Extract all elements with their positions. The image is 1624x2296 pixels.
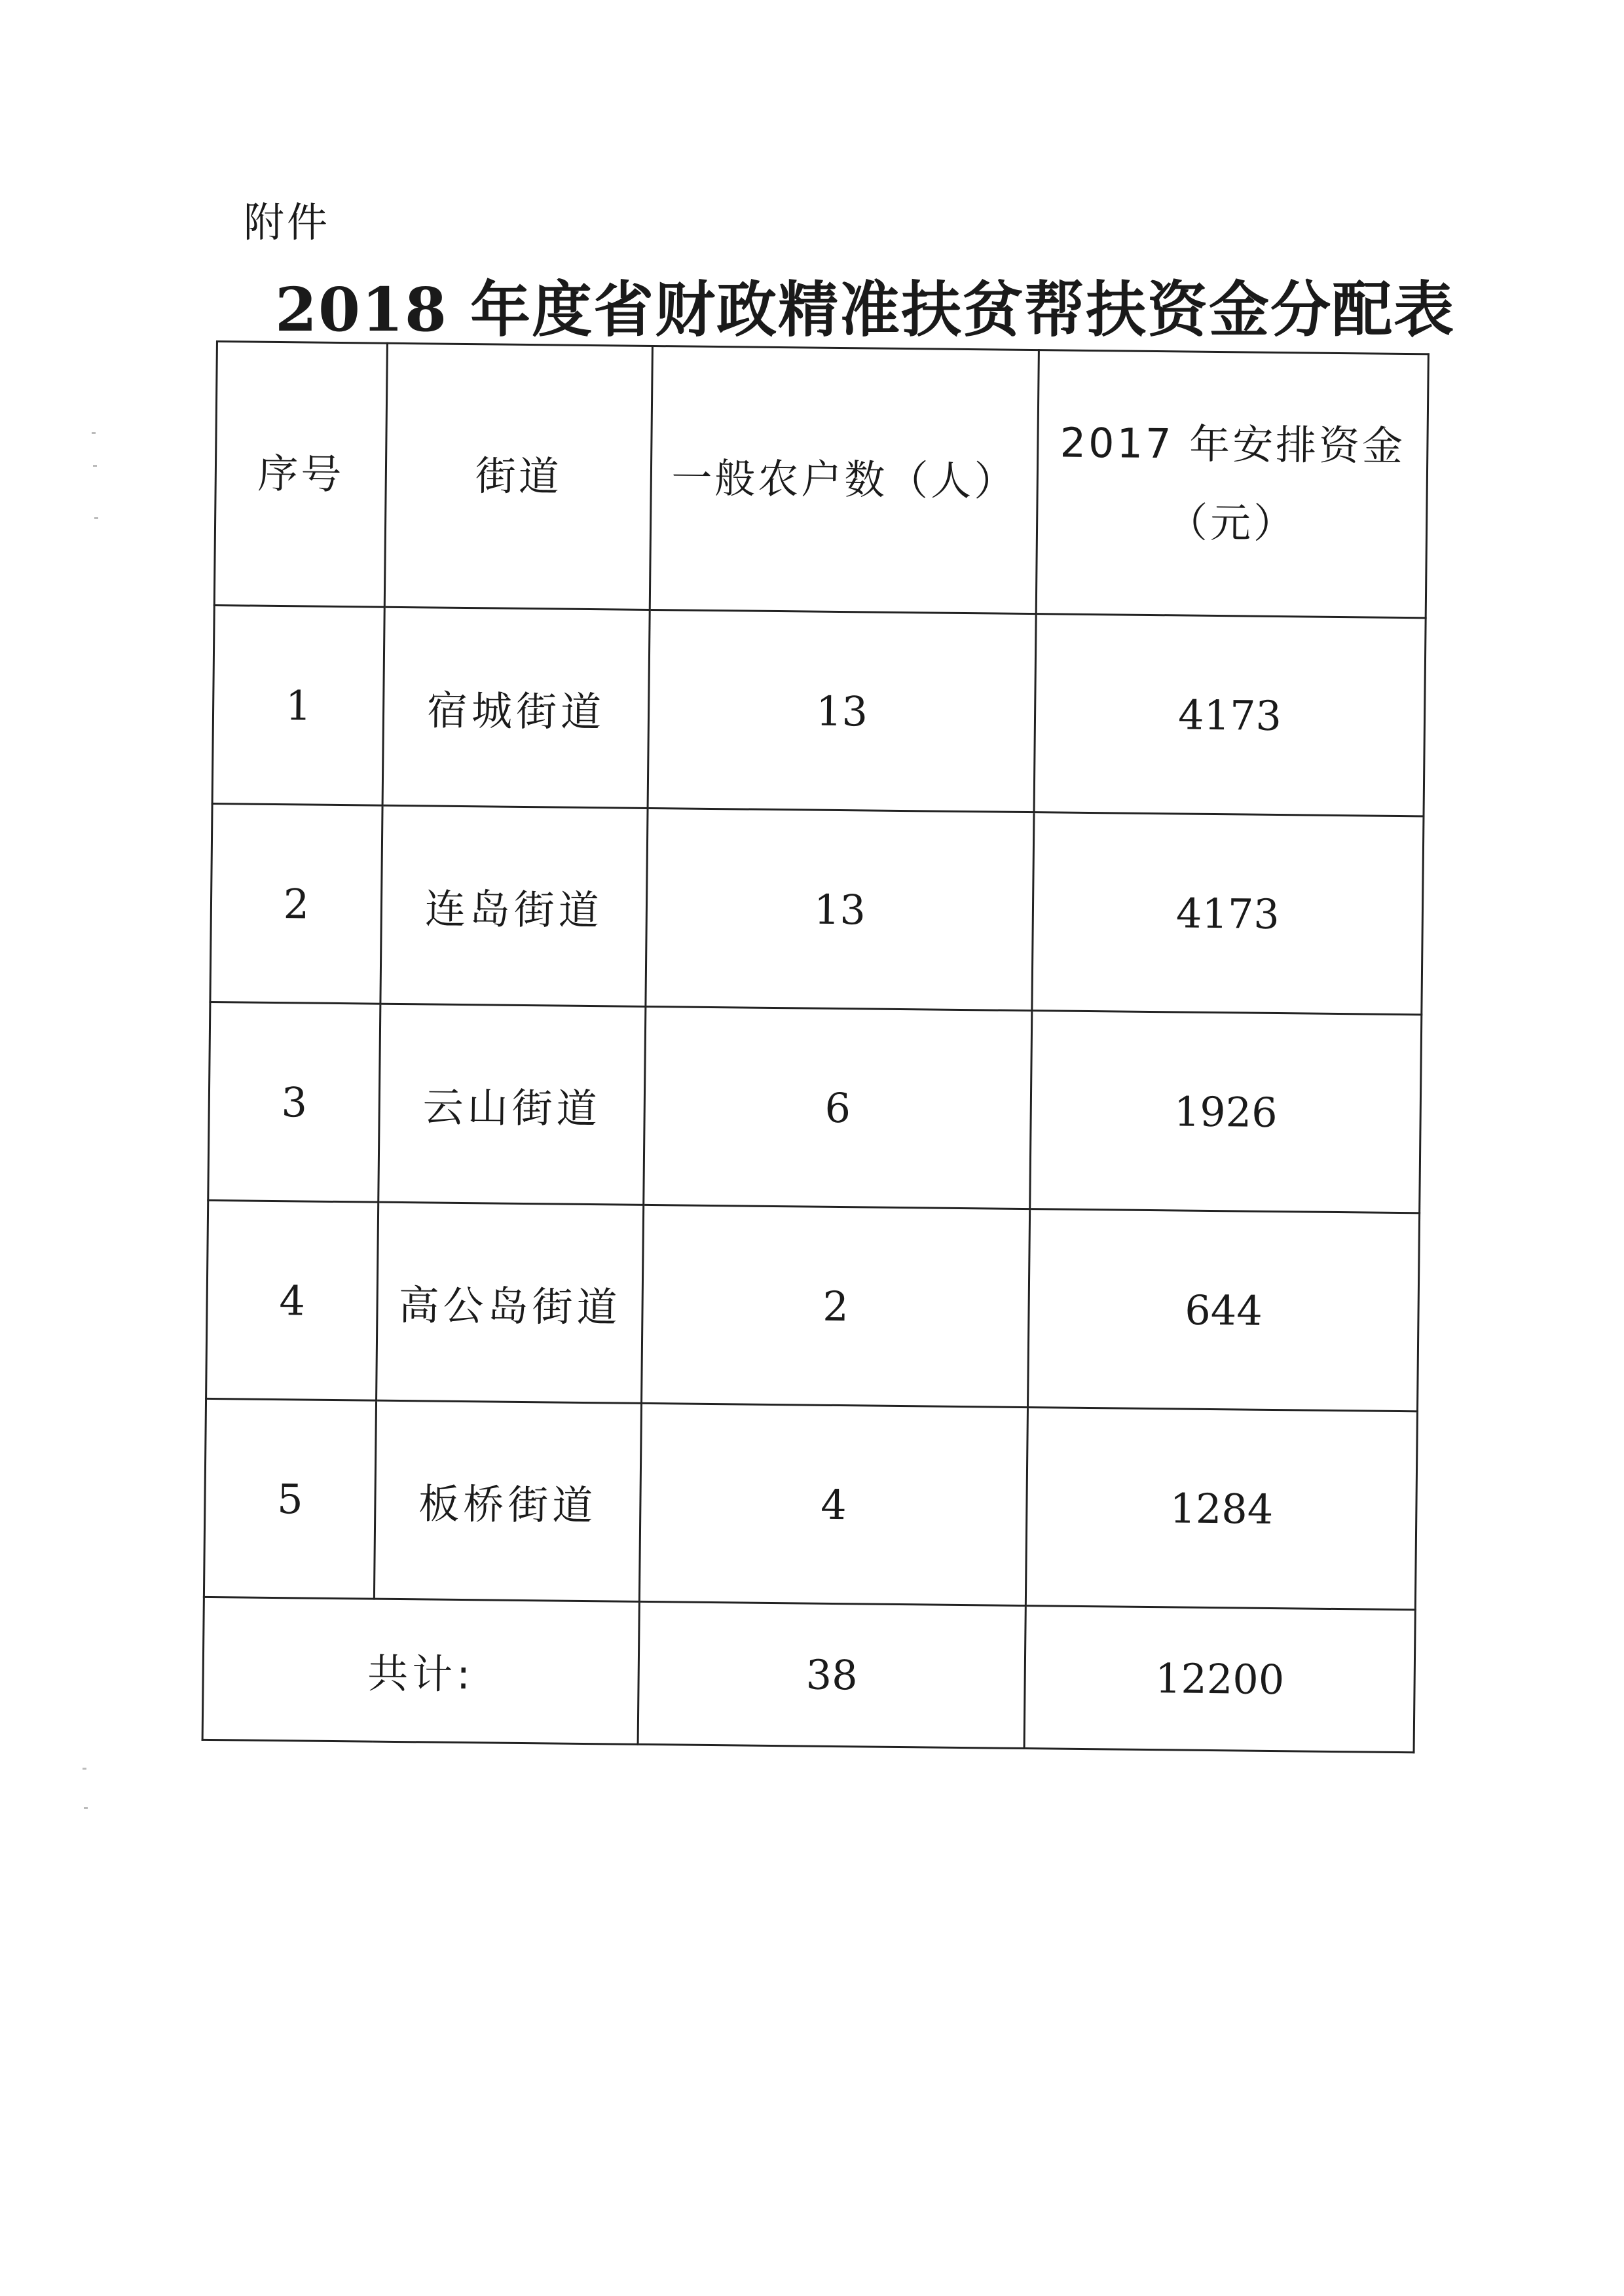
scan-artifact <box>92 432 96 434</box>
scan-artifact <box>93 465 97 467</box>
scan-artifact <box>84 1807 88 1809</box>
table-row <box>210 803 1424 1014</box>
cell-households: 6 <box>644 1006 1032 1209</box>
table-row <box>206 1200 1420 1411</box>
cell-total-label: 共计: <box>202 1597 639 1744</box>
cell-funds: 1284 <box>1025 1408 1417 1610</box>
table-total-row <box>202 1597 1415 1752</box>
header-street: 街道 <box>384 343 652 610</box>
cell-serial-number: 5 <box>204 1398 376 1599</box>
header-households: 一般农户数（人） <box>650 346 1039 613</box>
cell-total-households: 38 <box>638 1601 1025 1748</box>
cell-street: 宿城街道 <box>382 607 650 808</box>
cell-funds: 1926 <box>1030 1011 1422 1213</box>
cell-street: 高公岛街道 <box>377 1202 644 1403</box>
allocation-table-container <box>202 340 1428 1753</box>
table-row <box>204 1398 1417 1609</box>
cell-households: 13 <box>648 610 1036 812</box>
allocation-table <box>202 340 1430 1753</box>
cell-total-funds: 12200 <box>1024 1606 1415 1753</box>
table-row <box>208 1002 1422 1212</box>
cell-serial-number: 4 <box>206 1200 378 1400</box>
document-title: 2018 年度省财政精准扶贫帮扶资金分配表 <box>275 274 1456 345</box>
cell-serial-number: 2 <box>210 803 382 1004</box>
cell-street: 连岛街道 <box>380 805 648 1006</box>
cell-households: 4 <box>639 1403 1027 1605</box>
header-serial-number: 序号 <box>214 342 387 608</box>
header-funds: 2017 年安排资金（元） <box>1036 350 1428 618</box>
table-header-row <box>214 342 1428 618</box>
cell-households: 2 <box>642 1205 1030 1407</box>
cell-serial-number: 1 <box>212 605 384 805</box>
attachment-label: 附件 <box>244 198 331 246</box>
cell-funds: 4173 <box>1032 812 1424 1015</box>
scan-artifact <box>94 517 98 519</box>
cell-funds: 644 <box>1028 1209 1420 1412</box>
table-row <box>212 605 1426 816</box>
cell-households: 13 <box>646 808 1034 1010</box>
cell-funds: 4173 <box>1034 614 1426 816</box>
cell-street: 板桥街道 <box>374 1400 641 1601</box>
scan-artifact <box>83 1768 86 1770</box>
cell-street: 云山街道 <box>378 1004 646 1205</box>
cell-serial-number: 3 <box>208 1002 380 1202</box>
